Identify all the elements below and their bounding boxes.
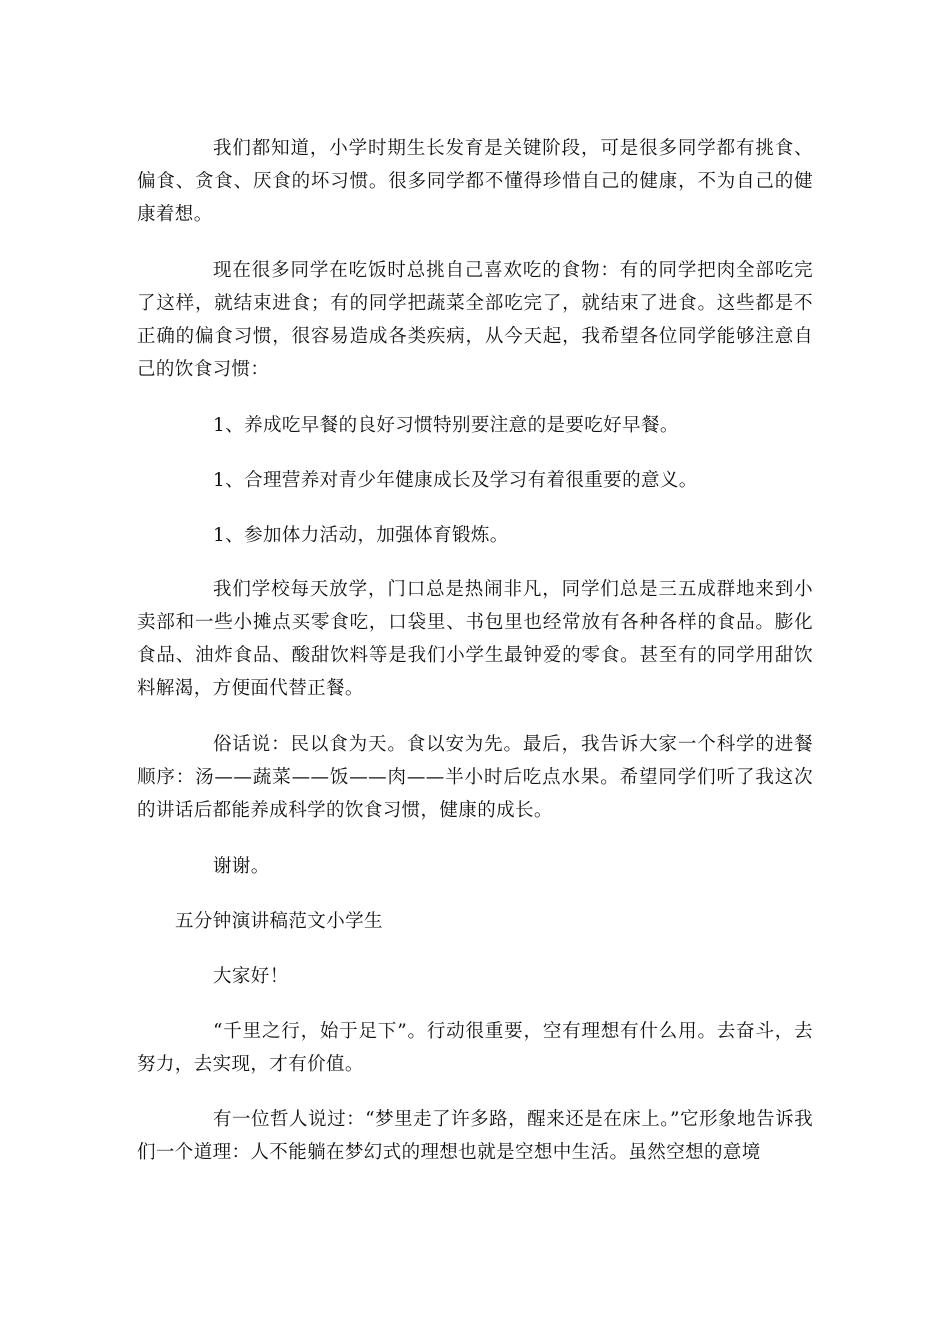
list-item-breakfast: 1、养成吃早餐的良好习惯特别要注意的是要吃好早餐。 [213, 415, 679, 436]
paragraph-snacks: 我们学校每天放学，门口总是热闹非凡，同学们总是三五成群地来到小卖部和一些小摊点买零食吃，口袋里、书包里也经常放有各种各样的食品。膨化食品、油炸食品、酸甜饮料等是我们小学生最钟爱的零食。甚至有的同学用甜饮料解渴，方便面代替正餐。 [137, 579, 813, 699]
paragraph-philosopher: 有一位哲人说过：“梦里走了许多路，醒来还是在床上。”它形象地告诉我们一个道理：人不能躺在梦幻式的理想也就是空想中生活。虽然空想的意境 [137, 1109, 813, 1163]
paragraph-action: “千里之行，始于足下”。行动很重要，空有理想有什么用。去奋斗，去努力，去实现，才有价值。 [137, 1021, 813, 1075]
list-item-exercise: 1、参加体力活动，加强体育锻炼。 [213, 525, 509, 546]
list-item-nutrition: 1、合理营养对青少年健康成长及学习有着很重要的意义。 [213, 470, 698, 491]
paragraph-meal-order: 俗话说：民以食为天。食以安为先。最后，我告诉大家一个科学的进餐顺序：汤——蔬菜——饭——肉——半小时后吃点水果。希望同学们听了我这次的讲话后都能养成科学的饮食习惯，健康的成长。 [137, 734, 813, 821]
section-title: 五分钟演讲稿范文小学生 [175, 911, 383, 932]
paragraph-picky-eating-intro: 我们都知道，小学时期生长发育是关键阶段，可是很多同学都有挑食、偏食、贪食、厌食的坏习惯。很多同学都不懂得珍惜自己的健康，不为自己的健康着想。 [137, 138, 813, 225]
paragraph-thanks: 谢谢。 [213, 856, 270, 877]
paragraph-greeting: 大家好！ [213, 966, 289, 987]
paragraph-eating-habits: 现在很多同学在吃饭时总挑自己喜欢吃的食物：有的同学把肉全部吃完了这样，就结束进食；有的同学把蔬菜全部吃完了，就结束了进食。这些都是不正确的偏食习惯，很容易造成各类疾病，从今天起，我希望各位同学能够注意自己的饮食习惯： [137, 260, 813, 380]
